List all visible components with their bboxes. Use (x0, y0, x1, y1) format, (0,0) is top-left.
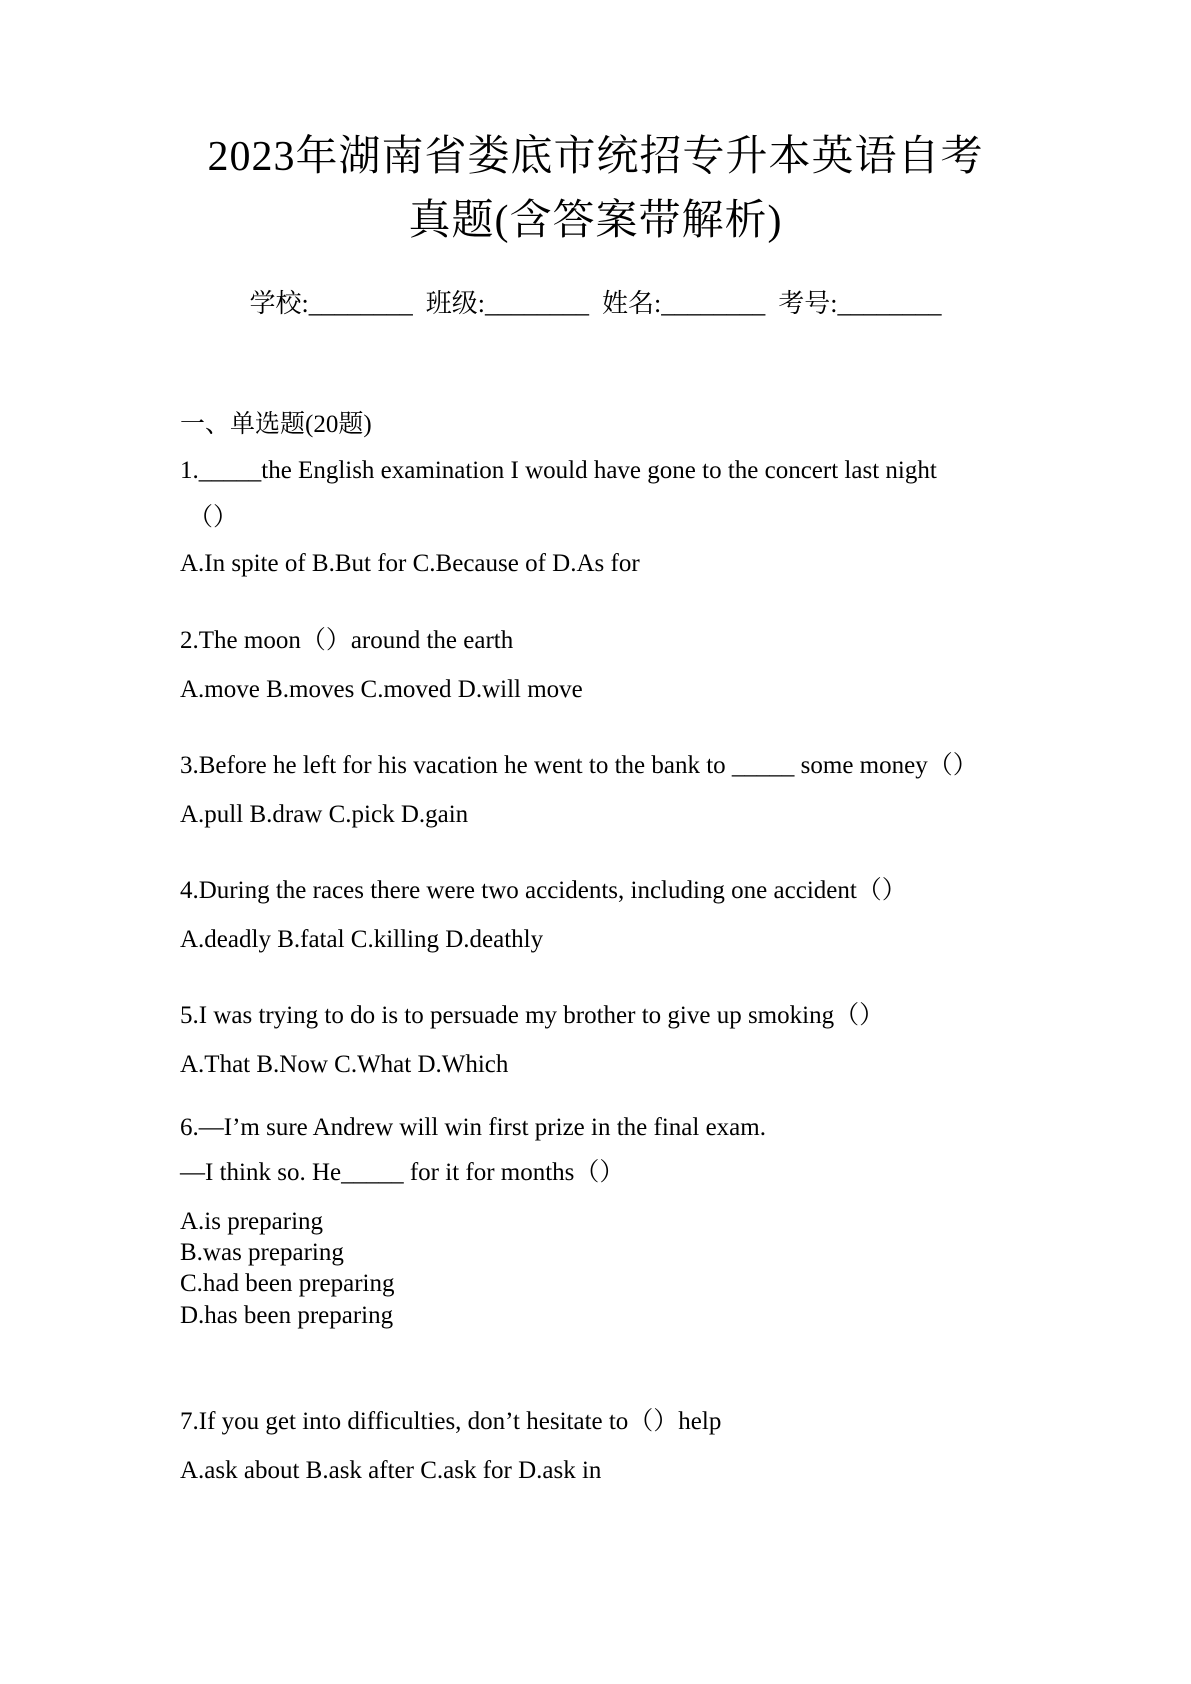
question-1-stem-cont: （） (188, 504, 239, 531)
question-7-options: A.ask about B.ask after C.ask for D.ask in (180, 1457, 602, 1484)
section-heading: 一、单选题(20题) (180, 411, 372, 438)
question-2-options: A.move B.moves C.moved D.will move (180, 676, 583, 703)
question-1-stem: 1._____the English examination I would have gone to the concert last night (180, 457, 937, 484)
question-6-stem: 6.—I’m sure Andrew will win first prize in the final exam. (180, 1114, 766, 1141)
question-6-option-c: C.had been preparing (180, 1270, 395, 1297)
question-6-option-a: A.is preparing (180, 1208, 324, 1235)
question-7-stem: 7.If you get into difficulties, don’t hesitate to（）help (180, 1408, 722, 1435)
question-5-stem: 5.I was trying to do is to persuade my brother to give up smoking（） (180, 1002, 885, 1029)
student-info-line: 学校:________ 班级:________ 姓名:________ 考号:________ (249, 289, 942, 318)
question-3-options: A.pull B.draw C.pick D.gain (180, 801, 469, 828)
document-title-line-1: 2023年湖南省娄底市统招专升本英语自考 (207, 134, 984, 180)
question-2-stem: 2.The moon（）around the earth (180, 627, 514, 654)
question-6-option-d: D.has been preparing (180, 1302, 394, 1329)
document-title-line-2: 真题(含答案带解析) (408, 198, 783, 244)
question-4-options: A.deadly B.fatal C.killing D.deathly (180, 926, 544, 953)
question-4-stem: 4.During the races there were two accidents, including one accident（） (180, 877, 907, 904)
question-6-option-b: B.was preparing (180, 1239, 344, 1266)
question-5-options: A.That B.Now C.What D.Which (180, 1051, 509, 1078)
question-6-stem-cont: —I think so. He_____ for it for months（） (180, 1159, 625, 1186)
question-3-stem: 3.Before he left for his vacation he went to the bank to _____ some money（） (180, 752, 978, 779)
question-1-options: A.In spite of B.But for C.Because of D.As for (180, 550, 640, 577)
